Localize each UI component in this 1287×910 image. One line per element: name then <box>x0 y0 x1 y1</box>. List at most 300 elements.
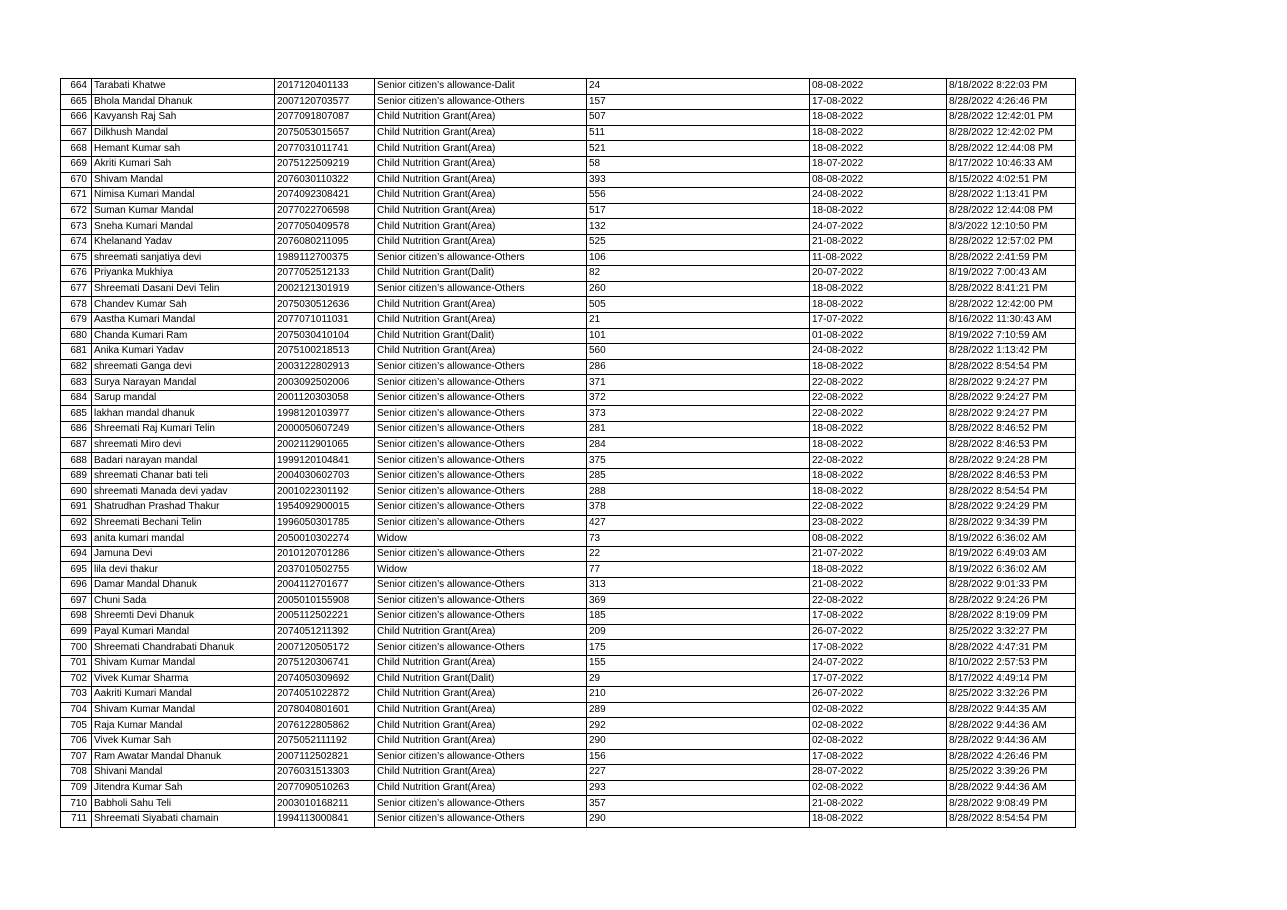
timestamp-cell: 8/28/2022 9:08:49 PM <box>947 796 1076 812</box>
date-cell: 22-08-2022 <box>810 453 947 469</box>
timestamp-cell: 8/28/2022 9:24:27 PM <box>947 390 1076 406</box>
serial-number-cell: 699 <box>61 624 92 640</box>
name-cell: Shreemati Bechani Telin <box>92 515 275 531</box>
count-cell: 525 <box>587 234 810 250</box>
timestamp-cell: 8/28/2022 2:41:59 PM <box>947 250 1076 266</box>
id-number-cell: 2074051211392 <box>275 624 375 640</box>
id-number-cell: 2004112701677 <box>275 578 375 594</box>
name-cell: Aakriti Kumari Mandal <box>92 687 275 703</box>
name-cell: Priyanka Mukhiya <box>92 266 275 282</box>
table-row <box>61 546 1076 562</box>
date-cell: 18-08-2022 <box>810 437 947 453</box>
allowance-type-cell: Child Nutrition Grant(Area) <box>375 780 587 796</box>
table-row <box>61 234 1076 250</box>
serial-number-cell: 694 <box>61 546 92 562</box>
name-cell: Chuni Sada <box>92 593 275 609</box>
id-number-cell: 2078040801601 <box>275 702 375 718</box>
timestamp-cell: 8/28/2022 9:24:26 PM <box>947 593 1076 609</box>
table-row <box>61 640 1076 656</box>
allowance-type-cell: Senior citizen’s allowance-Others <box>375 811 587 827</box>
allowance-type-cell: Child Nutrition Grant(Area) <box>375 156 587 172</box>
serial-number-cell: 710 <box>61 796 92 812</box>
table-row <box>61 359 1076 375</box>
id-number-cell: 2077090510263 <box>275 780 375 796</box>
timestamp-cell: 8/28/2022 9:24:28 PM <box>947 453 1076 469</box>
table-row <box>61 125 1076 141</box>
date-cell: 28-07-2022 <box>810 765 947 781</box>
serial-number-cell: 686 <box>61 422 92 438</box>
id-number-cell: 2074050309692 <box>275 671 375 687</box>
name-cell: Shreemati Raj Kumari Telin <box>92 422 275 438</box>
name-cell: Shreemati Chandrabati Dhanuk <box>92 640 275 656</box>
count-cell: 560 <box>587 344 810 360</box>
serial-number-cell: 672 <box>61 203 92 219</box>
timestamp-cell: 8/28/2022 8:46:52 PM <box>947 422 1076 438</box>
allowance-type-cell: Child Nutrition Grant(Area) <box>375 344 587 360</box>
serial-number-cell: 700 <box>61 640 92 656</box>
allowance-type-cell: Senior citizen’s allowance-Others <box>375 484 587 500</box>
date-cell: 17-08-2022 <box>810 640 947 656</box>
count-cell: 285 <box>587 468 810 484</box>
date-cell: 02-08-2022 <box>810 733 947 749</box>
table-row <box>61 624 1076 640</box>
count-cell: 286 <box>587 359 810 375</box>
id-number-cell: 2001022301192 <box>275 484 375 500</box>
serial-number-cell: 701 <box>61 655 92 671</box>
count-cell: 29 <box>587 671 810 687</box>
allowance-type-cell: Senior citizen’s allowance-Others <box>375 390 587 406</box>
timestamp-cell: 8/28/2022 9:24:29 PM <box>947 500 1076 516</box>
id-number-cell: 1954092900015 <box>275 500 375 516</box>
serial-number-cell: 687 <box>61 437 92 453</box>
date-cell: 18-08-2022 <box>810 484 947 500</box>
name-cell: Dilkhush Mandal <box>92 125 275 141</box>
timestamp-cell: 8/28/2022 8:46:53 PM <box>947 437 1076 453</box>
table-row <box>61 203 1076 219</box>
serial-number-cell: 697 <box>61 593 92 609</box>
timestamp-cell: 8/18/2022 8:22:03 PM <box>947 79 1076 95</box>
count-cell: 556 <box>587 188 810 204</box>
allowance-type-cell: Widow <box>375 531 587 547</box>
table-row <box>61 515 1076 531</box>
serial-number-cell: 673 <box>61 219 92 235</box>
name-cell: Shivam Kumar Mandal <box>92 702 275 718</box>
table-row <box>61 344 1076 360</box>
serial-number-cell: 664 <box>61 79 92 95</box>
count-cell: 517 <box>587 203 810 219</box>
name-cell: shreemati Miro devi <box>92 437 275 453</box>
timestamp-cell: 8/28/2022 12:42:01 PM <box>947 110 1076 126</box>
allowance-type-cell: Senior citizen’s allowance-Others <box>375 749 587 765</box>
count-cell: 77 <box>587 562 810 578</box>
timestamp-cell: 8/3/2022 12:10:50 PM <box>947 219 1076 235</box>
timestamp-cell: 8/28/2022 8:54:54 PM <box>947 811 1076 827</box>
timestamp-cell: 8/28/2022 9:44:36 AM <box>947 780 1076 796</box>
date-cell: 18-08-2022 <box>810 359 947 375</box>
name-cell: Jitendra Kumar Sah <box>92 780 275 796</box>
timestamp-cell: 8/28/2022 12:42:00 PM <box>947 297 1076 313</box>
id-number-cell: 2077071011031 <box>275 312 375 328</box>
allowance-type-cell: Child Nutrition Grant(Dalit) <box>375 266 587 282</box>
id-number-cell: 2010120701286 <box>275 546 375 562</box>
date-cell: 08-08-2022 <box>810 531 947 547</box>
timestamp-cell: 8/17/2022 10:46:33 AM <box>947 156 1076 172</box>
name-cell: Shreemati Dasani Devi Telin <box>92 281 275 297</box>
timestamp-cell: 8/28/2022 9:34:39 PM <box>947 515 1076 531</box>
timestamp-cell: 8/28/2022 9:01:33 PM <box>947 578 1076 594</box>
serial-number-cell: 676 <box>61 266 92 282</box>
name-cell: shreemati Chanar bati teli <box>92 468 275 484</box>
allowance-type-cell: Senior citizen’s allowance-Others <box>375 515 587 531</box>
serial-number-cell: 696 <box>61 578 92 594</box>
serial-number-cell: 692 <box>61 515 92 531</box>
date-cell: 21-08-2022 <box>810 796 947 812</box>
count-cell: 209 <box>587 624 810 640</box>
name-cell: Shivani Mandal <box>92 765 275 781</box>
allowance-type-cell: Senior citizen’s allowance-Others <box>375 359 587 375</box>
name-cell: Jamuna Devi <box>92 546 275 562</box>
name-cell: Shreemti Devi Dhanuk <box>92 609 275 625</box>
allowance-type-cell: Child Nutrition Grant(Dalit) <box>375 328 587 344</box>
id-number-cell: 2074051022872 <box>275 687 375 703</box>
table-row <box>61 79 1076 95</box>
name-cell: Badari narayan mandal <box>92 453 275 469</box>
allowance-type-cell: Child Nutrition Grant(Area) <box>375 141 587 157</box>
data-sheet <box>60 78 1076 828</box>
name-cell: Babholi Sahu Teli <box>92 796 275 812</box>
timestamp-cell: 8/10/2022 2:57:53 PM <box>947 655 1076 671</box>
count-cell: 175 <box>587 640 810 656</box>
name-cell: Chanda Kumari Ram <box>92 328 275 344</box>
name-cell: Akriti Kumari Sah <box>92 156 275 172</box>
count-cell: 393 <box>587 172 810 188</box>
serial-number-cell: 677 <box>61 281 92 297</box>
allowance-type-cell: Senior citizen’s allowance-Others <box>375 578 587 594</box>
timestamp-cell: 8/25/2022 3:39:26 PM <box>947 765 1076 781</box>
allowance-type-cell: Senior citizen’s allowance-Others <box>375 796 587 812</box>
count-cell: 427 <box>587 515 810 531</box>
name-cell: Hemant Kumar sah <box>92 141 275 157</box>
table-row <box>61 718 1076 734</box>
id-number-cell: 1996050301785 <box>275 515 375 531</box>
date-cell: 18-08-2022 <box>810 297 947 313</box>
date-cell: 21-08-2022 <box>810 578 947 594</box>
date-cell: 17-07-2022 <box>810 312 947 328</box>
timestamp-cell: 8/28/2022 12:57:02 PM <box>947 234 1076 250</box>
table-row <box>61 437 1076 453</box>
table-row <box>61 219 1076 235</box>
name-cell: Shatrudhan Prashad Thakur <box>92 500 275 516</box>
serial-number-cell: 706 <box>61 733 92 749</box>
count-cell: 511 <box>587 125 810 141</box>
name-cell: Aastha Kumari Mandal <box>92 312 275 328</box>
timestamp-cell: 8/25/2022 3:32:26 PM <box>947 687 1076 703</box>
id-number-cell: 2075030512636 <box>275 297 375 313</box>
date-cell: 18-08-2022 <box>810 562 947 578</box>
table-row <box>61 297 1076 313</box>
count-cell: 288 <box>587 484 810 500</box>
table-row <box>61 422 1076 438</box>
date-cell: 21-07-2022 <box>810 546 947 562</box>
allowance-type-cell: Child Nutrition Grant(Area) <box>375 188 587 204</box>
date-cell: 02-08-2022 <box>810 702 947 718</box>
count-cell: 210 <box>587 687 810 703</box>
id-number-cell: 2003122802913 <box>275 359 375 375</box>
count-cell: 284 <box>587 437 810 453</box>
table-row <box>61 484 1076 500</box>
serial-number-cell: 671 <box>61 188 92 204</box>
allowance-type-cell: Child Nutrition Grant(Area) <box>375 312 587 328</box>
allowance-type-cell: Widow <box>375 562 587 578</box>
timestamp-cell: 8/28/2022 9:24:27 PM <box>947 375 1076 391</box>
allowance-type-cell: Senior citizen’s allowance-Others <box>375 609 587 625</box>
table-row <box>61 796 1076 812</box>
id-number-cell: 2075052111192 <box>275 733 375 749</box>
table-row <box>61 110 1076 126</box>
date-cell: 18-07-2022 <box>810 156 947 172</box>
id-number-cell: 2007120505172 <box>275 640 375 656</box>
allowance-type-cell: Child Nutrition Grant(Area) <box>375 172 587 188</box>
date-cell: 01-08-2022 <box>810 328 947 344</box>
allowance-type-cell: Child Nutrition Grant(Area) <box>375 125 587 141</box>
count-cell: 505 <box>587 297 810 313</box>
timestamp-cell: 8/19/2022 7:00:43 AM <box>947 266 1076 282</box>
name-cell: shreemati Ganga devi <box>92 359 275 375</box>
table-body <box>61 79 1076 828</box>
allowance-type-cell: Child Nutrition Grant(Area) <box>375 624 587 640</box>
name-cell: Surya Narayan Mandal <box>92 375 275 391</box>
serial-number-cell: 711 <box>61 811 92 827</box>
count-cell: 313 <box>587 578 810 594</box>
id-number-cell: 2001120303058 <box>275 390 375 406</box>
table-row <box>61 266 1076 282</box>
date-cell: 22-08-2022 <box>810 390 947 406</box>
id-number-cell: 1999120104841 <box>275 453 375 469</box>
table-row <box>61 172 1076 188</box>
allowance-type-cell: Senior citizen’s allowance-Others <box>375 640 587 656</box>
count-cell: 73 <box>587 531 810 547</box>
table-row <box>61 375 1076 391</box>
timestamp-cell: 8/28/2022 4:26:46 PM <box>947 94 1076 110</box>
serial-number-cell: 667 <box>61 125 92 141</box>
timestamp-cell: 8/19/2022 6:36:02 AM <box>947 531 1076 547</box>
date-cell: 22-08-2022 <box>810 375 947 391</box>
allowance-type-cell: Child Nutrition Grant(Area) <box>375 234 587 250</box>
name-cell: Kavyansh Raj Sah <box>92 110 275 126</box>
name-cell: Ram Awatar Mandal Dhanuk <box>92 749 275 765</box>
table-row <box>61 655 1076 671</box>
date-cell: 18-08-2022 <box>810 110 947 126</box>
id-number-cell: 2037010502755 <box>275 562 375 578</box>
table-row <box>61 702 1076 718</box>
count-cell: 372 <box>587 390 810 406</box>
serial-number-cell: 707 <box>61 749 92 765</box>
table-row <box>61 188 1076 204</box>
id-number-cell: 2077050409578 <box>275 219 375 235</box>
allowance-type-cell: Child Nutrition Grant(Area) <box>375 733 587 749</box>
date-cell: 24-07-2022 <box>810 219 947 235</box>
table-row <box>61 780 1076 796</box>
name-cell: Sneha Kumari Mandal <box>92 219 275 235</box>
serial-number-cell: 702 <box>61 671 92 687</box>
table-row <box>61 141 1076 157</box>
timestamp-cell: 8/15/2022 4:02:51 PM <box>947 172 1076 188</box>
timestamp-cell: 8/28/2022 9:44:36 AM <box>947 718 1076 734</box>
table-row <box>61 609 1076 625</box>
serial-number-cell: 704 <box>61 702 92 718</box>
name-cell: Suman Kumar Mandal <box>92 203 275 219</box>
timestamp-cell: 8/28/2022 1:13:41 PM <box>947 188 1076 204</box>
allowance-type-cell: Senior citizen’s allowance-Others <box>375 94 587 110</box>
count-cell: 507 <box>587 110 810 126</box>
id-number-cell: 2017120401133 <box>275 79 375 95</box>
table-row <box>61 250 1076 266</box>
id-number-cell: 2002121301919 <box>275 281 375 297</box>
allowance-type-cell: Senior citizen’s allowance-Dalit <box>375 79 587 95</box>
date-cell: 08-08-2022 <box>810 172 947 188</box>
allowance-type-cell: Senior citizen’s allowance-Others <box>375 422 587 438</box>
allowance-type-cell: Senior citizen’s allowance-Others <box>375 546 587 562</box>
allowance-type-cell: Child Nutrition Grant(Area) <box>375 765 587 781</box>
count-cell: 101 <box>587 328 810 344</box>
id-number-cell: 2076031513303 <box>275 765 375 781</box>
id-number-cell: 2077052512133 <box>275 266 375 282</box>
date-cell: 21-08-2022 <box>810 234 947 250</box>
table-row <box>61 312 1076 328</box>
date-cell: 08-08-2022 <box>810 79 947 95</box>
table-row <box>61 156 1076 172</box>
name-cell: anita kumari mandal <box>92 531 275 547</box>
name-cell: Anika Kumari Yadav <box>92 344 275 360</box>
timestamp-cell: 8/17/2022 4:49:14 PM <box>947 671 1076 687</box>
id-number-cell: 2075122509219 <box>275 156 375 172</box>
id-number-cell: 2076080211095 <box>275 234 375 250</box>
serial-number-cell: 679 <box>61 312 92 328</box>
timestamp-cell: 8/28/2022 9:24:27 PM <box>947 406 1076 422</box>
timestamp-cell: 8/28/2022 1:13:42 PM <box>947 344 1076 360</box>
timestamp-cell: 8/28/2022 9:44:35 AM <box>947 702 1076 718</box>
allowance-type-cell: Child Nutrition Grant(Dalit) <box>375 671 587 687</box>
id-number-cell: 2075100218513 <box>275 344 375 360</box>
count-cell: 290 <box>587 811 810 827</box>
serial-number-cell: 668 <box>61 141 92 157</box>
name-cell: Vivek Kumar Sharma <box>92 671 275 687</box>
count-cell: 357 <box>587 796 810 812</box>
table-row <box>61 453 1076 469</box>
table-row <box>61 406 1076 422</box>
timestamp-cell: 8/28/2022 4:47:31 PM <box>947 640 1076 656</box>
timestamp-cell: 8/25/2022 3:32:27 PM <box>947 624 1076 640</box>
table-row <box>61 531 1076 547</box>
timestamp-cell: 8/28/2022 9:44:36 AM <box>947 733 1076 749</box>
date-cell: 18-08-2022 <box>810 422 947 438</box>
id-number-cell: 2075120306741 <box>275 655 375 671</box>
date-cell: 17-07-2022 <box>810 671 947 687</box>
id-number-cell: 2003010168211 <box>275 796 375 812</box>
date-cell: 24-07-2022 <box>810 655 947 671</box>
timestamp-cell: 8/28/2022 8:19:09 PM <box>947 609 1076 625</box>
date-cell: 26-07-2022 <box>810 687 947 703</box>
table-row <box>61 390 1076 406</box>
id-number-cell: 2077022706598 <box>275 203 375 219</box>
serial-number-cell: 698 <box>61 609 92 625</box>
id-number-cell: 1998120103977 <box>275 406 375 422</box>
table-row <box>61 733 1076 749</box>
date-cell: 18-08-2022 <box>810 468 947 484</box>
timestamp-cell: 8/28/2022 12:44:08 PM <box>947 141 1076 157</box>
name-cell: Raja Kumar Mandal <box>92 718 275 734</box>
id-number-cell: 2076122805862 <box>275 718 375 734</box>
id-number-cell: 1989112700375 <box>275 250 375 266</box>
date-cell: 22-08-2022 <box>810 593 947 609</box>
count-cell: 157 <box>587 94 810 110</box>
allowance-type-cell: Child Nutrition Grant(Area) <box>375 687 587 703</box>
count-cell: 375 <box>587 453 810 469</box>
timestamp-cell: 8/16/2022 11:30:43 AM <box>947 312 1076 328</box>
allowance-type-cell: Senior citizen’s allowance-Others <box>375 375 587 391</box>
name-cell: lila devi thakur <box>92 562 275 578</box>
allowance-type-cell: Child Nutrition Grant(Area) <box>375 110 587 126</box>
serial-number-cell: 682 <box>61 359 92 375</box>
serial-number-cell: 691 <box>61 500 92 516</box>
id-number-cell: 2005010155908 <box>275 593 375 609</box>
allowance-type-cell: Senior citizen’s allowance-Others <box>375 500 587 516</box>
timestamp-cell: 8/28/2022 8:54:54 PM <box>947 359 1076 375</box>
count-cell: 371 <box>587 375 810 391</box>
id-number-cell: 2077091807087 <box>275 110 375 126</box>
allowance-type-cell: Senior citizen’s allowance-Others <box>375 468 587 484</box>
name-cell: lakhan mandal dhanuk <box>92 406 275 422</box>
serial-number-cell: 674 <box>61 234 92 250</box>
allowance-type-cell: Child Nutrition Grant(Area) <box>375 219 587 235</box>
serial-number-cell: 666 <box>61 110 92 126</box>
count-cell: 292 <box>587 718 810 734</box>
id-number-cell: 2007112502821 <box>275 749 375 765</box>
date-cell: 24-08-2022 <box>810 344 947 360</box>
id-number-cell: 2004030602703 <box>275 468 375 484</box>
name-cell: Nimisa Kumari Mandal <box>92 188 275 204</box>
allowance-type-cell: Child Nutrition Grant(Area) <box>375 718 587 734</box>
table-row <box>61 94 1076 110</box>
id-number-cell: 2075030410104 <box>275 328 375 344</box>
date-cell: 18-08-2022 <box>810 203 947 219</box>
name-cell: Shreemati Siyabati chamain <box>92 811 275 827</box>
id-number-cell: 2002112901065 <box>275 437 375 453</box>
count-cell: 373 <box>587 406 810 422</box>
date-cell: 20-07-2022 <box>810 266 947 282</box>
serial-number-cell: 675 <box>61 250 92 266</box>
allowance-type-cell: Child Nutrition Grant(Area) <box>375 655 587 671</box>
name-cell: Tarabati Khatwe <box>92 79 275 95</box>
serial-number-cell: 680 <box>61 328 92 344</box>
id-number-cell: 2050010302274 <box>275 531 375 547</box>
count-cell: 369 <box>587 593 810 609</box>
name-cell: Bhola Mandal Dhanuk <box>92 94 275 110</box>
name-cell: shreemati Manada devi yadav <box>92 484 275 500</box>
count-cell: 22 <box>587 546 810 562</box>
count-cell: 185 <box>587 609 810 625</box>
count-cell: 156 <box>587 749 810 765</box>
date-cell: 17-08-2022 <box>810 749 947 765</box>
serial-number-cell: 709 <box>61 780 92 796</box>
count-cell: 289 <box>587 702 810 718</box>
serial-number-cell: 705 <box>61 718 92 734</box>
name-cell: Damar Mandal Dhanuk <box>92 578 275 594</box>
serial-number-cell: 665 <box>61 94 92 110</box>
count-cell: 293 <box>587 780 810 796</box>
timestamp-cell: 8/28/2022 8:46:53 PM <box>947 468 1076 484</box>
count-cell: 82 <box>587 266 810 282</box>
